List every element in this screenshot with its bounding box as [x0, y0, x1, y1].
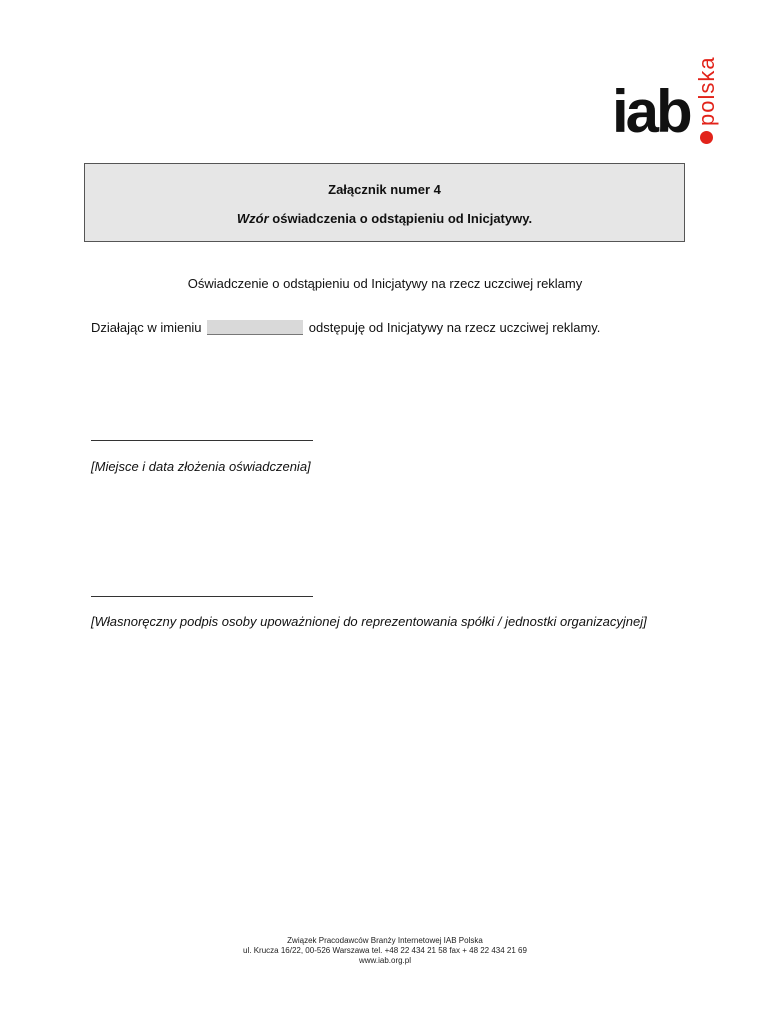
statement-body: [91, 320, 600, 335]
company-name-field[interactable]: [207, 320, 303, 335]
place-date-line: [91, 440, 313, 441]
subtitle-emphasis: Wzór: [236, 211, 269, 226]
subtitle-rest: oświadczenia o odstąpieniu od Inicjatywy.: [268, 211, 533, 226]
logo-red-dot: [700, 131, 713, 144]
statement-heading: Oświadczenie o odstąpieniu od Inicjatywy na rzecz uczciwej reklamy: [187, 276, 583, 291]
place-date-caption: [Miejsce i data złożenia oświadczenia]: [91, 459, 311, 474]
attachment-header-box: [84, 163, 685, 242]
attachment-subtitle: [85, 211, 684, 226]
logo-polska-text: polska: [694, 56, 719, 126]
signature-line: [91, 596, 313, 597]
footer-website: www.iab.org.pl: [358, 956, 412, 965]
attachment-title: Załącznik numer 4: [328, 182, 441, 197]
footer-address: ul. Krucza 16/22, 00-526 Warszawa tel. +48 22 434 21 58 fax + 48 22 434 21 69: [243, 946, 527, 955]
statement-body-start: Działając w imieniu: [91, 320, 206, 335]
statement-body-end: odstępuję od Inicjatywy na rzecz uczciwej reklamy.: [305, 320, 601, 335]
iab-polska-logo: [608, 28, 719, 145]
signature-caption: [Własnoręczny podpis osoby upoważnionej do reprezentowania spółki / jednostki organizacyjnej]: [91, 614, 647, 629]
page-footer: [0, 936, 770, 966]
logo-iab-text: iab: [612, 78, 690, 145]
footer-organization: Związek Pracodawców Branży Internetowej IAB Polska: [287, 936, 483, 945]
